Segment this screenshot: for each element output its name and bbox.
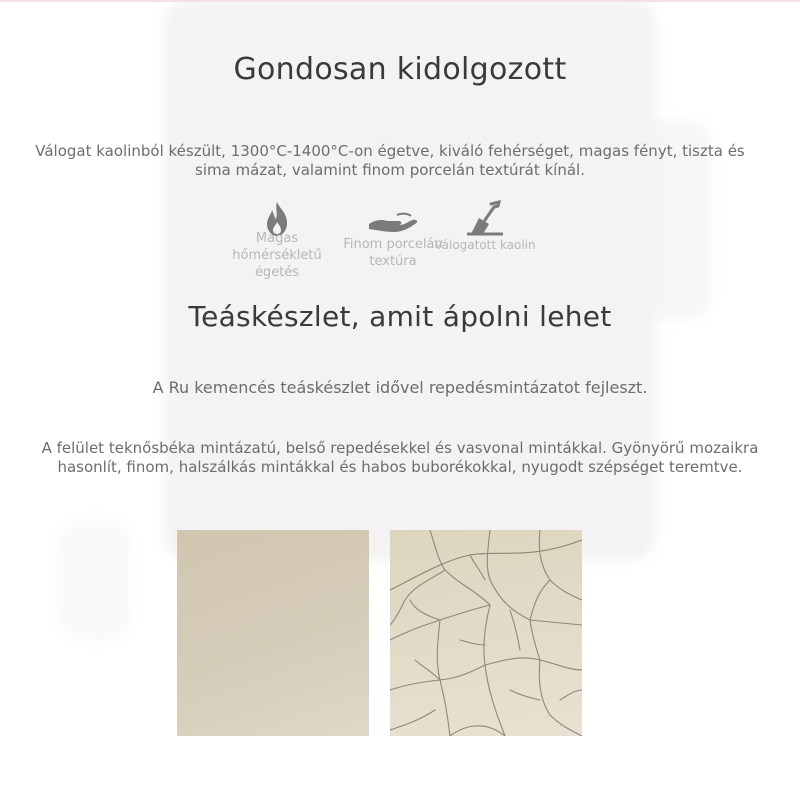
- shovel-icon: [465, 200, 505, 236]
- feature-label: Finom porcelán textúra: [343, 237, 443, 269]
- hand-icon: [367, 212, 419, 234]
- surface-description: A felület teknősbéka mintázatú, belső repedésekkel és vasvonal mintákkal. Gyönyörű mozaikra hasonlít, finom, halszálkás mintákkal és habos buborékokkal, nyugodt szépséget teremtve.: [41, 439, 759, 476]
- plain-glaze-swatch: [177, 530, 369, 736]
- feature-label: Magas hőmérsékletű égetés: [232, 231, 322, 280]
- background-brush-stroke: [60, 520, 130, 640]
- feature-label: Válogatott kaolin: [434, 238, 536, 252]
- feature-kaolin: [430, 200, 540, 254]
- section-title-crafted: Gondosan kidolgozott: [233, 52, 567, 87]
- crackle-glaze-swatch: [390, 530, 582, 736]
- feature-high-temperature: [222, 200, 332, 281]
- crackle-pattern: [390, 530, 582, 736]
- top-border: [0, 0, 800, 2]
- ru-kiln-text: A Ru kemencés teáskészlet idővel repedésmintázatot fejleszt.: [152, 378, 648, 397]
- section-title-care: Teáskészlet, amit ápolni lehet: [188, 300, 612, 333]
- intro-text: Válogat kaolinból készült, 1300°C-1400°C-on égetve, kiváló fehérséget, magas fényt, tiszta és sima mázat, valamint finom porcelán textúrát kínál.: [35, 142, 745, 179]
